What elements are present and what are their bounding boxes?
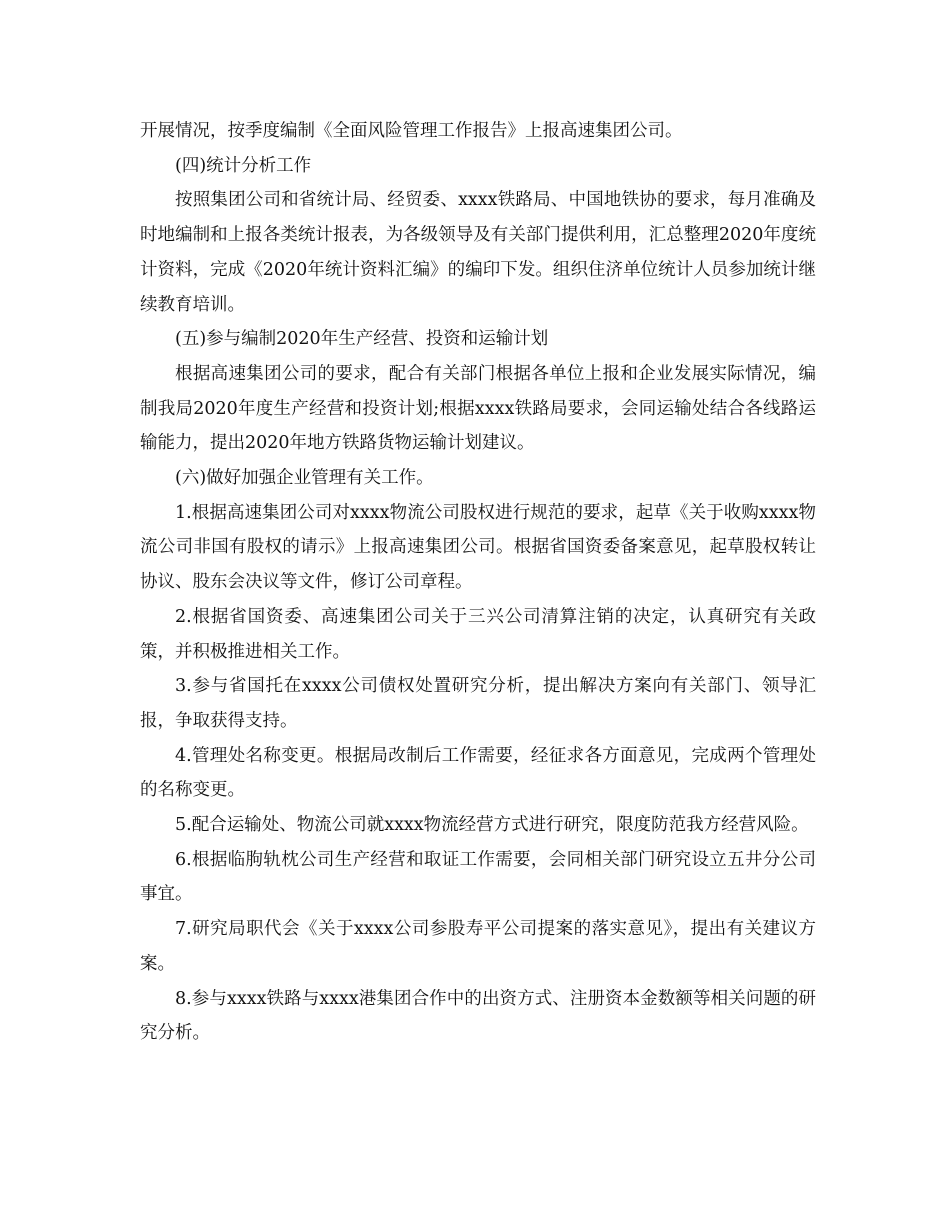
list-item-8: 8.参与xxxx铁路与xxxx港集团合作中的出资方式、注册资本金数额等相关问题的研究分析。	[140, 988, 816, 1044]
list-item-4: 4.管理处名称变更。根据局改制后工作需要，经征求各方面意见，完成两个管理处的名称变更。	[140, 745, 816, 801]
section-heading-management: (六)做好加强企业管理有关工作。	[175, 468, 434, 489]
list-item-7: 7.研究局职代会《关于xxxx公司参股寿平公司提案的落实意见》，提出有关建议方案。	[140, 919, 816, 974]
paragraph-risk-report: 开展情况，按季度编制《全面风险管理工作报告》上报高速集团公司。	[140, 121, 683, 141]
document-body	[140, 114, 816, 1051]
list-item-1: 1.根据高速集团公司对xxxx物流公司股权进行规范的要求，起草《关于收购xxxx物流公司非国有股权的请示》上报高速集团公司。根据省国资委备案意见，起草股权转让协议、股东会决议等文件，修订公司章程。	[140, 502, 816, 593]
paragraph-planning: 根据高速集团公司的要求，配合有关部门根据各单位上报和企业发展实际情况，编制我局2020年度生产经营和投资计划;根据xxxx铁路局要求，会同运输处结合各线路运输能力，提出2020年地方铁路货物运输计划建议。	[140, 363, 816, 454]
list-item-3: 3.参与省国托在xxxx公司债权处置研究分析，提出解决方案向有关部门、领导汇报，争取获得支持。	[140, 676, 816, 731]
list-item-6: 6.根据临朐轨枕公司生产经营和取证工作需要，会同相关部门研究设立五井分公司事宜。	[140, 849, 816, 905]
section-heading-planning: (五)参与编制2020年生产经营、投资和运输计划	[175, 329, 549, 350]
paragraph-statistics: 按照集团公司和省统计局、经贸委、xxxx铁路局、中国地铁协的要求，每月准确及时地编制和上报各类统计报表，为各级领导及有关部门提供利用，汇总整理2020年度统计资料，完成《2020年统计资料汇编》的编印下发。组织住济单位统计人员参加统计继续教育培训。	[140, 190, 816, 315]
section-heading-statistics: (四)统计分析工作	[175, 155, 312, 176]
list-item-5: 5.配合运输处、物流公司就xxxx物流经营方式进行研究，限度防范我方经营风险。	[175, 815, 809, 836]
list-item-2: 2.根据省国资委、高速集团公司关于三兴公司清算注销的决定，认真研究有关政策，并积极推进相关工作。	[140, 606, 816, 662]
